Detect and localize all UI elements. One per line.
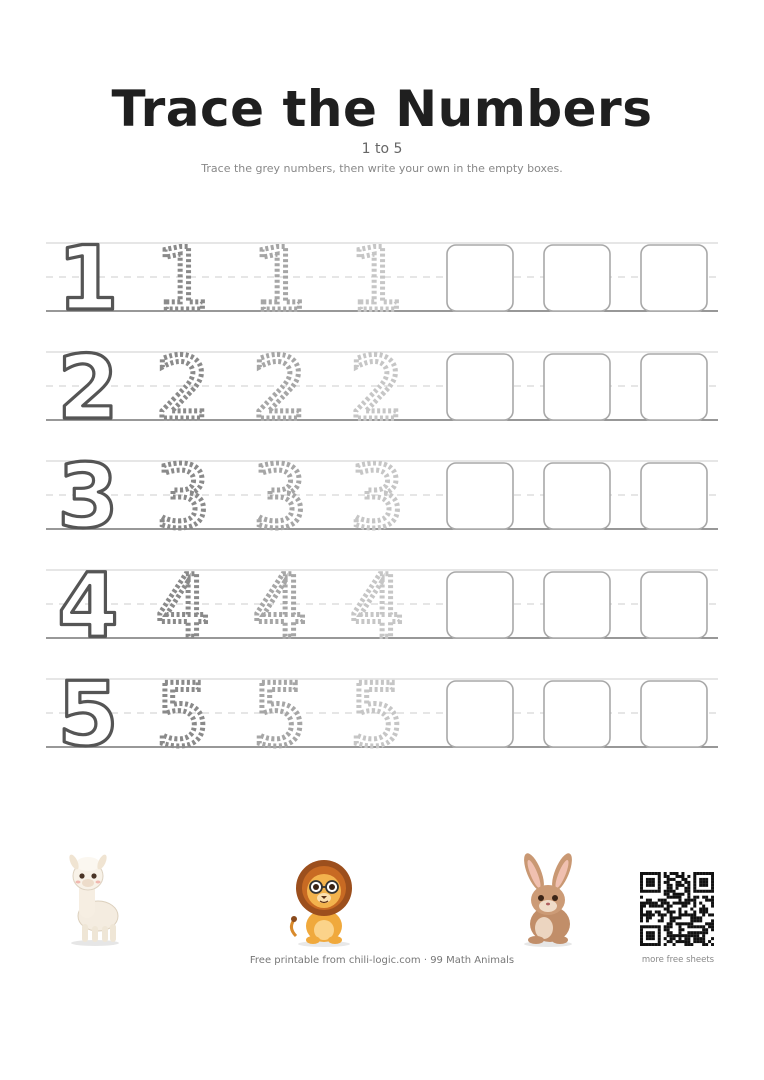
trace-digit[interactable]: 5 xyxy=(252,666,308,760)
lion-icon xyxy=(286,856,362,948)
qr-code-icon[interactable] xyxy=(640,872,714,946)
alpaca-icon xyxy=(62,852,128,948)
trace-digit[interactable]: 3 xyxy=(349,448,405,548)
write-box[interactable] xyxy=(447,681,513,747)
trace-digit[interactable]: 4 xyxy=(155,557,211,657)
page-subtitle: 1 to 5 xyxy=(361,141,403,157)
trace-digit[interactable]: 1 xyxy=(252,230,308,330)
trace-digit[interactable]: 3 xyxy=(252,448,308,548)
trace-digit[interactable]: 5 xyxy=(349,666,405,760)
trace-digit[interactable]: 4 xyxy=(252,557,308,657)
write-box[interactable] xyxy=(641,354,707,420)
write-box[interactable] xyxy=(641,463,707,529)
trace-digit[interactable]: 2 xyxy=(155,339,211,439)
example-digit: 3 xyxy=(57,445,119,548)
example-digit: 1 xyxy=(57,227,119,330)
instructions-text: Trace the grey numbers, then write your own in the empty boxes. xyxy=(201,162,563,175)
write-box[interactable] xyxy=(544,681,610,747)
trace-digit[interactable]: 5 xyxy=(155,666,211,760)
example-digit: 2 xyxy=(57,336,119,439)
write-box[interactable] xyxy=(544,572,610,638)
number-row-3 xyxy=(46,445,718,548)
example-digit: 4 xyxy=(57,554,119,657)
qr-caption: more free sheets xyxy=(641,955,715,965)
number-row-1 xyxy=(46,227,718,330)
page-title: Trace the Numbers xyxy=(111,80,653,138)
write-box[interactable] xyxy=(641,572,707,638)
write-box[interactable] xyxy=(544,245,610,311)
number-row-2 xyxy=(46,336,718,439)
number-row-5 xyxy=(46,663,718,760)
write-box[interactable] xyxy=(447,245,513,311)
write-box[interactable] xyxy=(544,354,610,420)
footer-credit: Free printable from chili-logic.com · 99 Math Animals xyxy=(249,955,515,966)
write-box[interactable] xyxy=(447,354,513,420)
write-box[interactable] xyxy=(544,463,610,529)
rabbit-icon xyxy=(514,852,582,948)
trace-digit[interactable]: 1 xyxy=(155,230,211,330)
trace-digit[interactable]: 2 xyxy=(349,339,405,439)
trace-digit[interactable]: 4 xyxy=(349,557,405,657)
write-box[interactable] xyxy=(641,681,707,747)
write-box[interactable] xyxy=(641,245,707,311)
trace-digit[interactable]: 2 xyxy=(252,339,308,439)
trace-digit[interactable]: 3 xyxy=(155,448,211,548)
write-box[interactable] xyxy=(447,572,513,638)
number-row-4 xyxy=(46,554,718,657)
example-digit: 5 xyxy=(57,663,119,760)
write-box[interactable] xyxy=(447,463,513,529)
trace-digit[interactable]: 1 xyxy=(349,230,405,330)
